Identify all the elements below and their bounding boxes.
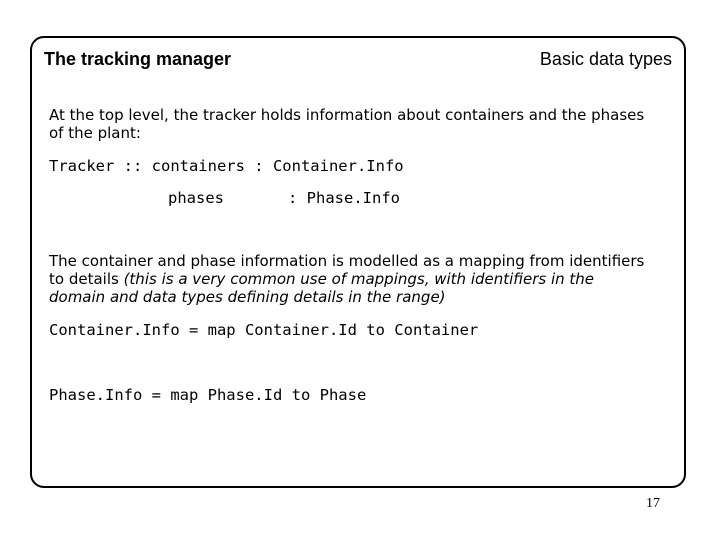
intro-paragraph: At the top level, the tracker holds information about containers and the phases of the plant:	[49, 106, 645, 142]
phases-field-type: : Phase.Info	[288, 189, 400, 207]
mapping-note: (this is a very common use of mappings, with identifiers in the domain and data types defining details in the range)	[49, 270, 595, 306]
phase-info-definition: Phase.Info = map Phase.Id to Phase	[49, 386, 367, 404]
mapping-paragraph	[49, 252, 649, 306]
phases-field-name: phases	[168, 189, 224, 207]
slide-title: The tracking manager	[44, 49, 232, 69]
tracker-definition: Tracker :: containers : Container.Info	[49, 157, 404, 175]
mapping-text: The container and phase information is modelled as a mapping from identifiers to details	[49, 252, 645, 288]
page-number: 17	[646, 496, 660, 511]
container-info-definition: Container.Info = map Container.Id to Container	[49, 321, 479, 339]
section-heading: Basic data types	[539, 49, 672, 69]
